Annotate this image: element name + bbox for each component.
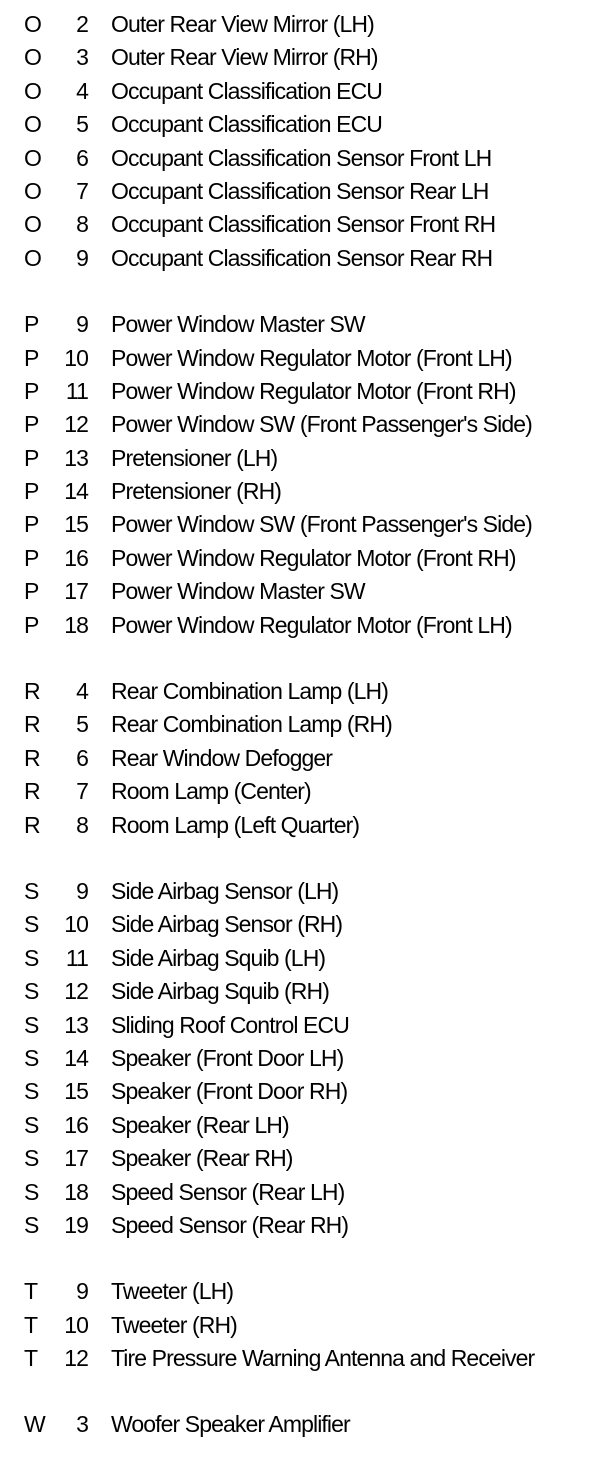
connector-group-o	[0, 8, 608, 275]
connector-row	[0, 609, 608, 642]
connector-code: P	[24, 344, 39, 371]
connector-name: Occupant Classification Sensor Rear RH	[111, 244, 493, 271]
connector-group-p	[0, 308, 608, 642]
connector-number: 2	[76, 11, 88, 37]
connector-name: Room Lamp (Left Quarter)	[111, 811, 360, 838]
connector-code: O	[24, 144, 41, 171]
connector-name: Rear Window Defogger	[111, 744, 333, 771]
connector-number: 7	[76, 177, 88, 204]
connector-code: P	[24, 578, 39, 605]
connector-row	[0, 342, 608, 375]
connector-code: T	[24, 1311, 38, 1338]
connector-row	[0, 1209, 608, 1242]
connector-name: Power Window Regulator Motor (Front LH)	[111, 344, 512, 371]
connector-row	[0, 1009, 608, 1042]
connector-row	[0, 108, 608, 141]
connector-name: Occupant Classification ECU	[111, 111, 382, 138]
connector-row	[0, 375, 608, 408]
connector-group-s	[0, 875, 608, 1242]
connector-number: 8	[76, 211, 88, 238]
connector-group-w	[0, 1408, 608, 1441]
connector-number: 14	[64, 1044, 88, 1071]
connector-code: R	[24, 744, 40, 771]
connector-row	[0, 908, 608, 941]
connector-number: 5	[76, 711, 88, 738]
connector-name: Power Window Master SW	[111, 311, 365, 338]
connector-number: 16	[64, 544, 88, 571]
connector-code: P	[24, 377, 39, 404]
connector-number: 3	[76, 1411, 88, 1438]
connector-number: 10	[64, 344, 88, 371]
connector-row	[0, 742, 608, 775]
connector-name: Pretensioner (LH)	[111, 444, 278, 471]
connector-row	[0, 8, 608, 41]
connector-name: Speaker (Front Door LH)	[111, 1044, 344, 1071]
connector-row	[0, 775, 608, 808]
connector-row	[0, 1275, 608, 1308]
connector-row	[0, 1109, 608, 1142]
connector-number: 14	[64, 478, 88, 505]
connector-number: 8	[76, 811, 88, 838]
connector-code: R	[24, 678, 40, 705]
connector-row	[0, 542, 608, 575]
connector-name: Side Airbag Sensor (LH)	[111, 877, 339, 904]
connector-name: Tweeter (RH)	[111, 1311, 237, 1338]
connector-row	[0, 675, 608, 708]
connector-code: P	[24, 411, 39, 438]
connector-name: Side Airbag Squib (LH)	[111, 944, 326, 971]
connector-name: Power Window Master SW	[111, 578, 365, 605]
connector-code: P	[24, 311, 39, 338]
connector-number: 7	[76, 778, 88, 805]
connector-name: Speaker (Rear LH)	[111, 1111, 289, 1138]
connector-name: Side Airbag Sensor (RH)	[111, 911, 343, 938]
connector-row	[0, 942, 608, 975]
connector-number: 5	[76, 111, 88, 138]
connector-number: 10	[64, 911, 88, 938]
connector-name: Speaker (Front Door RH)	[111, 1078, 348, 1105]
connector-name: Speaker (Rear RH)	[111, 1145, 293, 1172]
connector-row	[0, 508, 608, 541]
connector-row	[0, 175, 608, 208]
connector-name: Occupant Classification ECU	[111, 77, 382, 104]
connector-number: 16	[64, 1111, 88, 1138]
connector-name: Tweeter (LH)	[111, 1278, 234, 1305]
connector-number: 9	[76, 877, 88, 904]
connector-code: S	[24, 1178, 39, 1205]
connector-row	[0, 875, 608, 908]
connector-group-r	[0, 675, 608, 842]
connector-name: Occupant Classification Sensor Front LH	[111, 144, 492, 171]
connector-code: S	[24, 1044, 39, 1071]
connector-name: Pretensioner (RH)	[111, 478, 282, 505]
connector-code: O	[24, 111, 41, 138]
connector-row	[0, 408, 608, 441]
connector-row	[0, 1075, 608, 1108]
connector-name: Power Window SW (Front Passenger's Side)	[111, 411, 532, 438]
connector-name: Power Window Regulator Motor (Front RH)	[111, 544, 516, 571]
connector-number: 4	[76, 678, 88, 705]
connector-row	[0, 1309, 608, 1342]
connector-number: 12	[64, 978, 88, 1005]
connector-code: S	[24, 1111, 39, 1138]
connector-row	[0, 1408, 608, 1441]
connector-name: Rear Combination Lamp (RH)	[111, 711, 392, 738]
connector-row	[0, 975, 608, 1008]
connector-number: 11	[65, 944, 88, 971]
connector-number: 3	[76, 44, 88, 71]
connector-code: S	[24, 1211, 39, 1238]
connector-number: 13	[64, 444, 88, 471]
connector-code: P	[24, 444, 39, 471]
connector-row	[0, 75, 608, 108]
connector-name: Woofer Speaker Amplifier	[111, 1411, 350, 1438]
connector-row	[0, 475, 608, 508]
connector-number: 15	[64, 511, 88, 538]
connector-number: 13	[64, 1011, 88, 1038]
connector-row	[0, 1142, 608, 1175]
connector-code: R	[24, 811, 40, 838]
connector-name: Power Window Regulator Motor (Front LH)	[111, 611, 512, 638]
connector-number: 19	[64, 1211, 88, 1238]
connector-number: 18	[64, 1178, 88, 1205]
connector-number: 11	[65, 377, 88, 404]
connector-number: 9	[76, 244, 88, 271]
connector-code: W	[24, 1411, 45, 1438]
connector-number: 12	[64, 411, 88, 438]
connector-name: Outer Rear View Mirror (RH)	[111, 44, 378, 71]
connector-code: S	[24, 978, 39, 1005]
connector-row	[0, 1342, 608, 1375]
connector-name: Tire Pressure Warning Antenna and Receiver	[111, 1345, 535, 1372]
connector-number: 18	[64, 611, 88, 638]
connector-row	[0, 1042, 608, 1075]
connector-code: T	[24, 1345, 38, 1372]
connector-row	[0, 809, 608, 842]
connector-row	[0, 41, 608, 74]
connector-row	[0, 208, 608, 241]
connector-code: O	[24, 177, 41, 204]
connector-row	[0, 708, 608, 741]
connector-number: 10	[64, 1311, 88, 1338]
connector-row	[0, 142, 608, 175]
connector-row	[0, 308, 608, 341]
connector-code: S	[24, 944, 39, 971]
connector-code: R	[24, 778, 40, 805]
connector-code: S	[24, 1078, 39, 1105]
connector-row	[0, 1176, 608, 1209]
connector-name: Power Window Regulator Motor (Front RH)	[111, 377, 516, 404]
connector-code: T	[24, 1278, 38, 1305]
connector-code: P	[24, 478, 39, 505]
connector-name: Speed Sensor (Rear LH)	[111, 1178, 345, 1205]
connector-number: 6	[76, 144, 88, 171]
connector-number: 15	[64, 1078, 88, 1105]
connector-code: O	[24, 211, 41, 238]
connector-code: O	[24, 44, 41, 71]
connector-code: O	[24, 244, 41, 271]
connector-name: Side Airbag Squib (RH)	[111, 978, 329, 1005]
connector-code: O	[24, 77, 41, 104]
connector-name: Occupant Classification Sensor Front RH	[111, 211, 496, 238]
connector-code: S	[24, 911, 39, 938]
connector-number: 4	[76, 77, 88, 104]
connector-name: Power Window SW (Front Passenger's Side)	[111, 511, 532, 538]
connector-number: 12	[64, 1345, 88, 1372]
connector-number: 17	[64, 1145, 88, 1172]
connector-number: 17	[64, 578, 88, 605]
connector-code: S	[24, 877, 39, 904]
connector-number: 9	[76, 311, 88, 338]
connector-name: Speed Sensor (Rear RH)	[111, 1211, 349, 1238]
connector-code: O	[24, 11, 41, 37]
connector-name: Room Lamp (Center)	[111, 778, 311, 805]
connector-list	[0, 8, 608, 1475]
connector-name: Outer Rear View Mirror (LH)	[111, 11, 374, 37]
connector-row	[0, 242, 608, 275]
connector-row	[0, 575, 608, 608]
connector-name: Sliding Roof Control ECU	[111, 1011, 349, 1038]
connector-code: S	[24, 1011, 39, 1038]
connector-name: Rear Combination Lamp (LH)	[111, 678, 389, 705]
connector-code: P	[24, 544, 39, 571]
connector-code: R	[24, 711, 40, 738]
connector-number: 9	[76, 1278, 88, 1305]
connector-code: P	[24, 611, 39, 638]
connector-code: S	[24, 1145, 39, 1172]
connector-code: P	[24, 511, 39, 538]
connector-name: Occupant Classification Sensor Rear LH	[111, 177, 489, 204]
connector-row	[0, 442, 608, 475]
connector-group-t	[0, 1275, 608, 1375]
connector-number: 6	[76, 744, 88, 771]
